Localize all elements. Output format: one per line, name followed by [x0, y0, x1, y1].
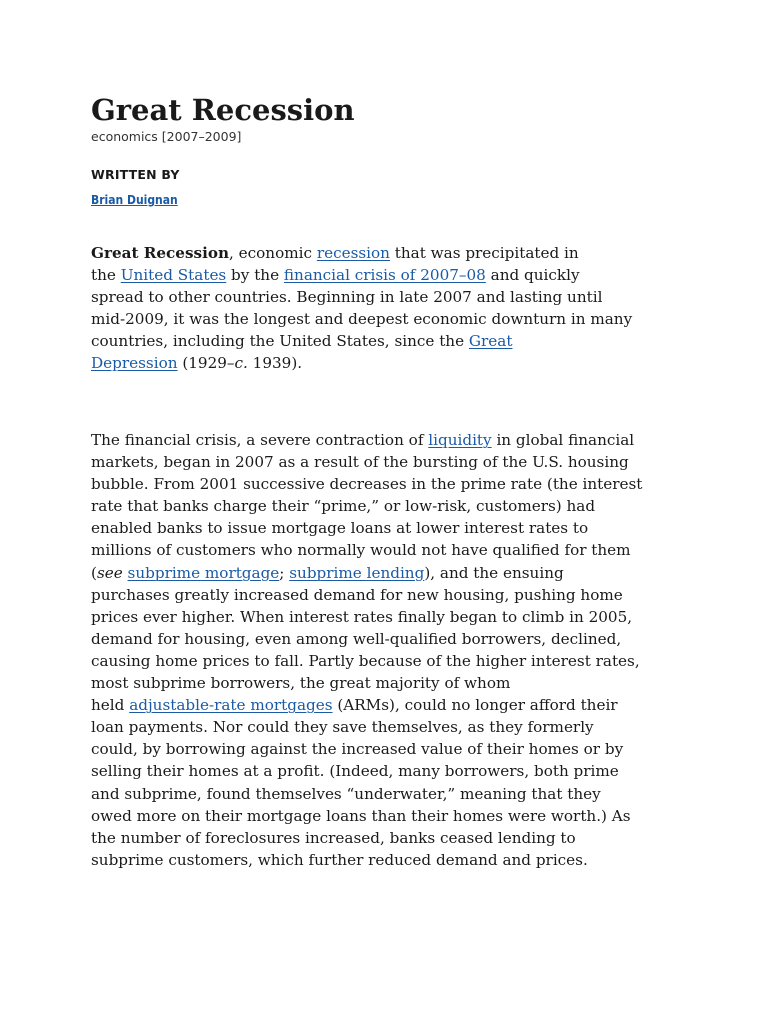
link-recession[interactable]: recession	[316, 244, 390, 262]
text-line	[91, 264, 691, 286]
text-line	[91, 562, 691, 584]
text-line: owed more on their mortgage loans than their homes were worth.) As	[91, 806, 631, 825]
text-line	[91, 429, 691, 451]
text-run: ), and the ensuing	[424, 563, 564, 582]
text-line: purchases greatly increased demand for new housing, pushing home	[91, 585, 623, 604]
text-line: demand for housing, even among well-qualified borrowers, declined,	[91, 629, 622, 648]
text-run: and quickly	[485, 266, 580, 285]
article-subtitle: economics [2007–2009]	[91, 129, 242, 144]
text-italic: see	[96, 563, 123, 582]
text-run: by the	[226, 266, 284, 285]
paragraph-financial-crisis	[91, 429, 691, 871]
written-by-label: WRITTEN BY	[91, 167, 180, 182]
text-run: 1939).	[247, 354, 303, 373]
text-line	[91, 352, 691, 374]
text-run: ;	[279, 563, 290, 582]
link-subprime-mortgage[interactable]: subprime mortgage	[127, 563, 280, 582]
text-line	[91, 242, 691, 264]
text-line: most subprime borrowers, the great majority of whom	[91, 674, 511, 693]
text-line: subprime customers, which further reduced demand and prices.	[91, 850, 588, 869]
text-run: (1929–	[177, 354, 235, 373]
text-italic: c.	[234, 354, 248, 373]
text-line: bubble. From 2001 successive decreases in the prime rate (the interest	[91, 475, 643, 494]
text-run: in global financial	[491, 431, 635, 449]
link-great-depression-part2[interactable]: Depression	[91, 354, 178, 373]
text-line: prices ever higher. When interest rates finally began to climb in 2005,	[91, 607, 633, 626]
link-united-states[interactable]: United States	[120, 266, 227, 285]
page-title: Great Recession	[91, 93, 355, 127]
author-link[interactable]: Brian Duignan	[91, 193, 178, 207]
paragraph-intro	[91, 242, 691, 375]
link-subprime-lending[interactable]: subprime lending	[289, 563, 425, 582]
text-line: enabled banks to issue mortgage loans at lower interest rates to	[91, 519, 589, 538]
text-run: that was precipitated in	[389, 244, 579, 262]
link-adjustable-rate-mortgages[interactable]: adjustable-rate mortgages	[129, 696, 333, 715]
text-run: held	[91, 696, 130, 715]
text-line: and subprime, found themselves “underwater,” meaning that they	[91, 784, 601, 803]
link-financial-crisis[interactable]: financial crisis of 2007–08	[283, 266, 486, 285]
text-run: countries, including the United States, since the	[91, 332, 469, 351]
text-line	[91, 694, 691, 716]
text-line	[91, 330, 691, 352]
text-run: (	[91, 563, 97, 582]
text-run: the	[91, 266, 121, 285]
text-line: spread to other countries. Beginning in late 2007 and lasting until	[91, 288, 603, 307]
link-great-depression-part1[interactable]: Great	[468, 332, 513, 351]
text-line: the number of foreclosures increased, banks ceased lending to	[91, 828, 576, 847]
text-line: causing home prices to fall. Partly because of the higher interest rates,	[91, 651, 640, 670]
text-run: The financial crisis, a severe contraction of	[91, 431, 429, 449]
text-run: (ARMs), could no longer afford their	[332, 696, 618, 715]
text-line: markets, began in 2007 as a result of the bursting of the U.S. housing	[91, 453, 629, 472]
text-line: selling their homes at a profit. (Indeed, many borrowers, both prime	[91, 762, 619, 781]
text-line: millions of customers who normally would not have qualified for them	[91, 541, 631, 560]
text-line: loan payments. Nor could they save themselves, as they formerly	[91, 718, 594, 737]
text-run: , economic	[229, 244, 317, 262]
text-line: rate that banks charge their “prime,” or low-risk, customers) had	[91, 497, 596, 516]
text-line: mid-2009, it was the longest and deepest economic downturn in many	[91, 310, 633, 329]
link-liquidity[interactable]: liquidity	[428, 431, 492, 449]
text-line: could, by borrowing against the increased value of their homes or by	[91, 740, 624, 759]
term-bold: Great Recession	[91, 244, 230, 262]
